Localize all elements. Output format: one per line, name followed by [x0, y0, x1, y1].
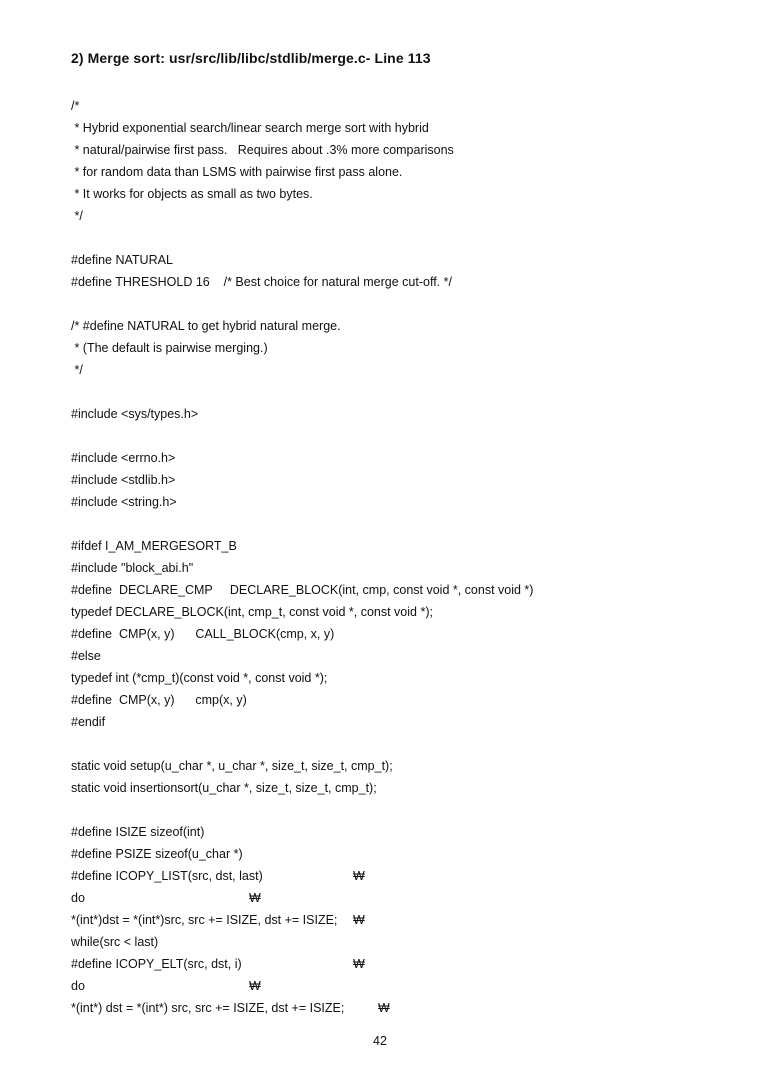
- section-heading: 2) Merge sort: usr/src/lib/libc/stdlib/merge.c- Line 113: [71, 50, 431, 66]
- code-line: #define ISIZE sizeof(int): [71, 825, 205, 839]
- code-line: typedef DECLARE_BLOCK(int, cmp_t, const void *, const void *);: [71, 605, 433, 619]
- code-line: #define CMP(x, y) cmp(x, y): [71, 693, 247, 707]
- code-line: /*: [71, 99, 80, 113]
- page-number: 42: [373, 1034, 387, 1048]
- continuation-mark: ₩: [249, 979, 261, 993]
- code-line: while(src < last): [71, 935, 159, 949]
- code-line: #define THRESHOLD 16 /* Best choice for natural merge cut-off. */: [71, 275, 452, 289]
- code-line: * It works for objects as small as two bytes.: [71, 187, 313, 201]
- code-line: */: [71, 209, 83, 223]
- code-line: #else: [71, 649, 101, 663]
- code-line: #endif: [71, 715, 106, 729]
- code-line: #include <stdlib.h>: [71, 473, 176, 487]
- continuation-mark: ₩: [353, 913, 365, 927]
- code-line: #define CMP(x, y) CALL_BLOCK(cmp, x, y): [71, 627, 335, 641]
- code-line: typedef int (*cmp_t)(const void *, const void *);: [71, 671, 328, 685]
- continuation-mark: ₩: [378, 1001, 390, 1015]
- code-line: static void setup(u_char *, u_char *, size_t, size_t, cmp_t);: [71, 759, 393, 773]
- code-line: */: [71, 363, 83, 377]
- code-line: * Hybrid exponential search/linear search merge sort with hybrid: [71, 121, 429, 135]
- code-line: #define PSIZE sizeof(u_char *): [71, 847, 243, 861]
- code-line: #define DECLARE_CMP DECLARE_BLOCK(int, cmp, const void *, const void *): [71, 583, 534, 597]
- code-line: do: [71, 979, 85, 993]
- code-line: #include <errno.h>: [71, 451, 176, 465]
- code-line: * for random data than LSMS with pairwise first pass alone.: [71, 165, 403, 179]
- code-line: *(int*)dst = *(int*)src, src += ISIZE, dst += ISIZE;: [71, 913, 338, 927]
- code-line: #define NATURAL: [71, 253, 173, 267]
- code-line: /* #define NATURAL to get hybrid natural merge.: [71, 319, 341, 333]
- code-line: *(int*) dst = *(int*) src, src += ISIZE, dst += ISIZE;: [71, 1001, 345, 1015]
- continuation-mark: ₩: [353, 869, 365, 883]
- code-line: * (The default is pairwise merging.): [71, 341, 268, 355]
- code-line: #include "block_abi.h": [71, 561, 194, 575]
- code-line: #include <string.h>: [71, 495, 177, 509]
- code-line: #ifdef I_AM_MERGESORT_B: [71, 539, 237, 553]
- code-line: #define ICOPY_ELT(src, dst, i): [71, 957, 242, 971]
- continuation-mark: ₩: [249, 891, 261, 905]
- code-line: #include <sys/types.h>: [71, 407, 199, 421]
- code-line: #define ICOPY_LIST(src, dst, last): [71, 869, 263, 883]
- continuation-mark: ₩: [353, 957, 365, 971]
- code-line: static void insertionsort(u_char *, size_t, size_t, cmp_t);: [71, 781, 377, 795]
- code-line: * natural/pairwise first pass. Requires about .3% more comparisons: [71, 143, 454, 157]
- code-line: do: [71, 891, 85, 905]
